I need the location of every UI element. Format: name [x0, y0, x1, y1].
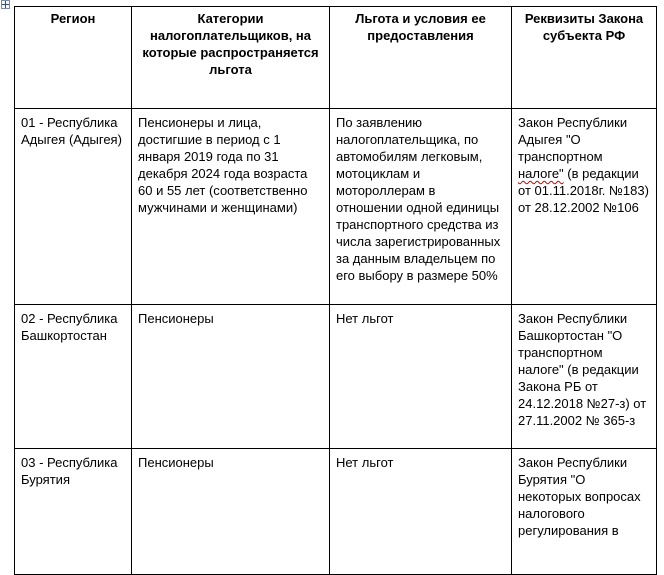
table-row — [15, 449, 657, 575]
cell-category: Пенсионеры — [132, 305, 330, 449]
cell-category: Пенсионеры — [132, 449, 330, 575]
header-benefit: Льгота и условия ее предоставления — [330, 7, 512, 109]
header-law: Реквизиты Закона субъекта РФ — [512, 7, 657, 109]
law-text-part: Закон Республики Адыгея "О транспортном — [518, 115, 628, 164]
cell-law — [512, 109, 657, 305]
table-row — [15, 109, 657, 305]
spellcheck-word: налоге" — [518, 166, 564, 181]
header-category: Категории налогоплательщиков, на которые распространяется льгота — [132, 7, 330, 109]
cell-benefit: Нет льгот — [330, 449, 512, 575]
cell-benefit: Нет льгот — [330, 305, 512, 449]
cell-region: 02 - Республика Башкортостан — [15, 305, 132, 449]
table-header-row — [15, 7, 657, 109]
cell-region: 03 - Республика Бурятия — [15, 449, 132, 575]
tax-benefits-table — [14, 6, 657, 575]
cell-category: Пенсионеры и лица, достигшие в период с 1 января 2019 года по 31 декабря 2024 года возраста 60 и 55 лет (соответственно мужчинами и женщинами) — [132, 109, 330, 305]
table-move-handle-icon[interactable] — [1, 0, 10, 9]
cell-benefit: По заявлению налогоплательщика, по автомобилям легковым, мотоциклам и мотороллерам в отношении одной единицы транспортного средства из числа зарегистрированных за данным владельцем по его выбору в размере 50% — [330, 109, 512, 305]
cell-region: 01 - Республика Адыгея (Адыгея) — [15, 109, 132, 305]
header-region: Регион — [15, 7, 132, 109]
law-text-part: (в редакции от 01.11.2018г. №183) от 28.12.2002 №106 — [518, 166, 649, 215]
cell-law: Закон Республики Бурятия "О некоторых вопросах налогового регулирования в — [512, 449, 657, 575]
cell-law: Закон Республики Башкортостан "О транспортном налоге" (в редакции Закона РБ от 24.12.2018 №27-з) от 27.11.2002 № 365-з — [512, 305, 657, 449]
table-row — [15, 305, 657, 449]
